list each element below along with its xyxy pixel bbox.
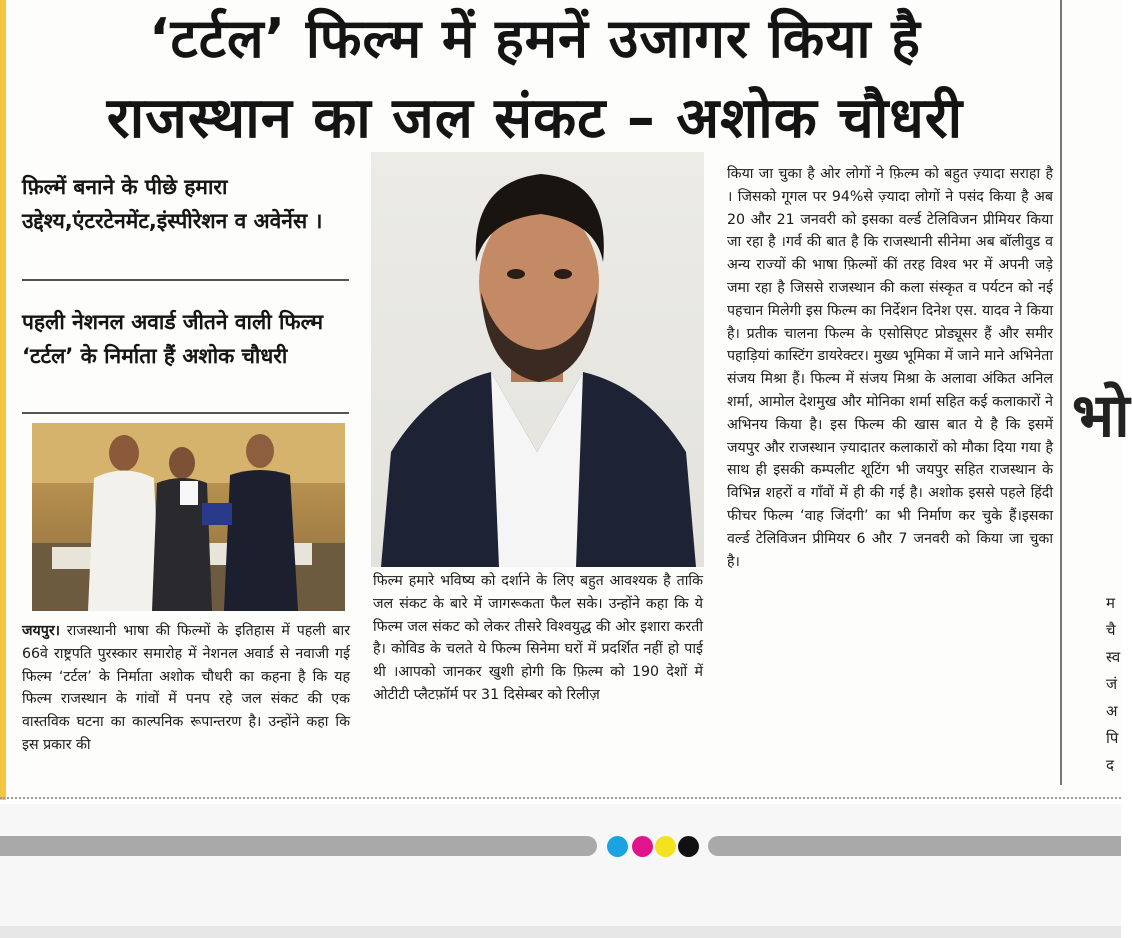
column-divider xyxy=(1060,0,1062,785)
column-1-text: राजस्थानी भाषा की फिल्मों के इतिहास में पहली बार 66वे राष्ट्रपति पुरस्कार समारोह में नेशनल अवार्ड से नवाजी गई फिल्म ‘टर्टल’ के निर्माता अशोक चौधरी का कहना है कि यह फिल्म राजस्थान के गांवों में पनप रहे जल संकट की एक वास्तविक घटना का काल्पनिक रूपान्तरण है। उन्होंने कहा कि इस प्रकार की xyxy=(22,623,350,753)
adjacent-text-fragment: म xyxy=(1106,594,1115,612)
registration-dot-yellow xyxy=(655,836,676,857)
person-dark-suit xyxy=(224,470,298,611)
producer-portrait-photo xyxy=(371,152,704,567)
adjacent-text-fragment: पि xyxy=(1106,729,1119,747)
certificate xyxy=(180,481,198,505)
headline-line-2: राजस्थान का जल संकट – अशोक चौधरी xyxy=(106,86,964,151)
page-margin xyxy=(0,804,1121,938)
article-column-3 xyxy=(727,163,1053,573)
dateline: जयपुर। xyxy=(22,623,60,639)
award-ceremony-photo xyxy=(32,423,345,611)
subhead-purpose: फ़िल्में बनाने के पीछे हमारा उद्देश्य,एंटरटेनमेंट,इंस्पीरेशन व अवेर्नेस । xyxy=(22,175,323,233)
column-2-text: फिल्म हमारे भविष्य को दर्शाने के लिए बहुत आवश्यक है ताकि जल संकट के बारे में जागरूकता फैल सके। उन्होंने कहा कि ये फिल्म जल संकट को लेकर तीसरे विश्वयुद्ध की ओर इशारा करती है। कोविड के चलते ये फिल्म सिनेमा घरों में प्रदर्शित नहीं हो पाई थी ।आपको जानकर खुशी होगी कि फ़िल्म को 190 देशों में ओटीटी प्लैटफ़ॉर्म पर 31 दिसेम्बर को रिलीज़ xyxy=(373,573,703,703)
divider-rule xyxy=(22,279,349,281)
person-head xyxy=(246,434,274,468)
registration-dot-black xyxy=(678,836,699,857)
registration-dot-cyan xyxy=(607,836,628,857)
white-shirt xyxy=(491,372,583,567)
print-bar-left xyxy=(0,836,597,856)
award-photo-illustration xyxy=(32,423,345,611)
person-white-kurta xyxy=(88,471,160,612)
eye xyxy=(554,269,572,279)
adjacent-text-fragment: जं xyxy=(1106,675,1118,693)
print-bar-right xyxy=(708,836,1121,856)
bottom-band xyxy=(0,926,1121,938)
adjacent-article-heading: भो xyxy=(1072,381,1130,451)
column-3-text: किया जा चुका है ओर लोगों ने फ़िल्म को बहुत ज़्यादा सराहा है । जिसको गूगल पर 94%से ज़्यादा लोगों ने पसंद किया है अब 20 और 21 जनवरी को इसका वर्ल्ड टेलिविजन प्रीमियर किया जा रहा है ।गर्व की बात है कि राजस्थानी सीनेमा अब बॉलीवुड व अन्य राज्यों की भाषा फ़िल्मों कीं तरह विश्व भर में अपनी जड़े जमा रहा है जिससे राजस्थान की कला संस्कृत व पर्यटन को नई पहचान मिलेगी इस फिल्म का निर्देशन दिनेश एस. यादव ने किया है। प्रतीक चालना फिल्म के एसोसिएट प्रोड्यूसर हैं और समीर पहाड़ियां कास्टिंग डायरेक्टर। मुख्य भूमिका में जाने माने अभिनेता संजय मिश्रा हैं। फिल्म में संजय मिश्रा के अलावा अंकित अनिल शर्मा, आमोल देशमुख और मोनिका शर्मा सहित कई कलाकारों ने अभिनय किया है। इस फिल्म की खास बात ये है कि इसमें जयपुर और राजस्थान ज़्यादातर कलाकारों को मौका दिया गया है साथ ही इसकी कम्पलीट शूटिंग भी जयपुर सहित राजस्थान के विभिन्न शहरों व गाँवों में ही की गई है। अशोक इससे पहले हिंदी फीचर फिल्म ‘वाह जिंदगी’ का भी निर्माण कर चुके हैं।इसका वर्ल्ड टेलिविजन प्रीमियर 6 और 7 जनवरी को किया जा चुका है। xyxy=(727,166,1053,570)
adjacent-text-fragment: द xyxy=(1106,756,1114,774)
adjacent-text-fragment: अ xyxy=(1106,702,1118,720)
adjacent-text-fragment: स्व xyxy=(1106,648,1121,666)
eye xyxy=(507,269,525,279)
article-column-2 xyxy=(373,570,703,707)
portrait-illustration xyxy=(371,152,704,567)
subhead-producer: पहली नेशनल अवार्ड जीतने वाली फिल्म ‘टर्टल’ के निर्माता हैं अशोक चौधरी xyxy=(22,310,324,368)
award-folder xyxy=(202,503,232,525)
adjacent-text-fragment: चै xyxy=(1106,621,1116,639)
person-head xyxy=(169,447,195,479)
registration-dot-magenta xyxy=(632,836,653,857)
divider-rule xyxy=(22,412,349,414)
article-column-1 xyxy=(22,620,350,757)
headline-line-1: ‘टर्टल’ फिल्म में हमनें उजागर किया है xyxy=(149,7,921,70)
person-head xyxy=(109,435,139,471)
